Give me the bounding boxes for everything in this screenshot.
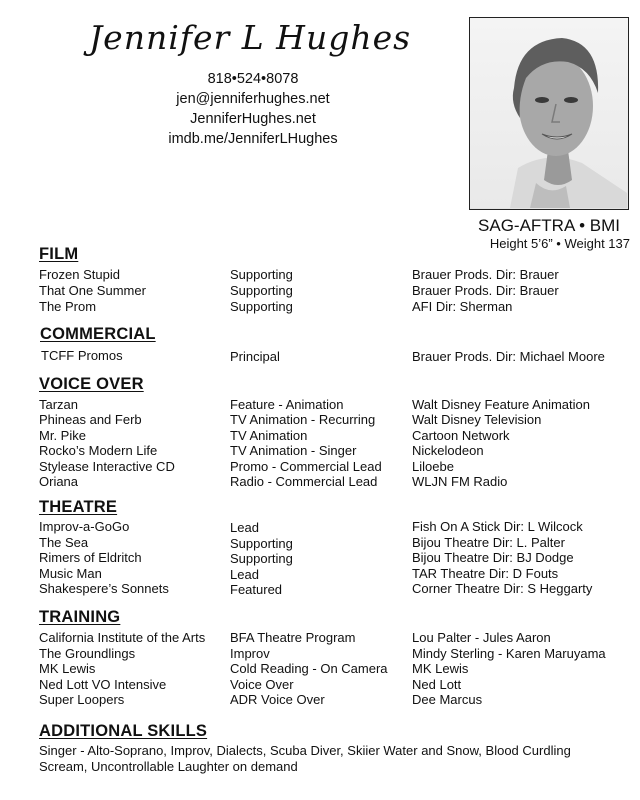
voice-over-role: Feature - Animation: [230, 397, 344, 412]
training-school: MK Lewis: [39, 661, 96, 676]
voice-over-role: Radio - Commercial Lead: [230, 474, 378, 489]
headshot-illustration: [470, 18, 627, 208]
theatre-title: Music Man: [39, 566, 102, 581]
training-instructor: MK Lewis: [412, 661, 469, 676]
voice-over-role: TV Animation - Singer: [230, 443, 357, 458]
training-school: The Groundlings: [39, 646, 136, 661]
theatre-venue: Bijou Theatre Dir: L. Palter: [412, 535, 565, 550]
theatre-heading: THEATRE: [39, 498, 118, 516]
training-instructor: Mindy Sterling - Karen Maruyama: [412, 646, 606, 661]
training-school: California Institute of the Arts: [39, 630, 206, 645]
commercial-heading: COMMERCIAL: [40, 325, 156, 343]
theatre-role: Supporting: [230, 536, 293, 551]
theatre-role: Featured: [230, 582, 283, 597]
height-weight: Height 5’6” • Weight 137: [489, 236, 630, 251]
voice-over-role: TV Animation: [230, 428, 308, 443]
theatre-title: The Sea: [39, 535, 89, 550]
theatre-venue: Fish On A Stick Dir: L Wilcock: [412, 519, 583, 534]
union-affiliations: SAG-AFTRA • BMI: [478, 216, 620, 235]
contact-block: [140, 69, 366, 149]
voice-over-title: Tarzan: [39, 397, 79, 412]
commercial-role: Principal: [230, 349, 280, 364]
theatre-venue: Bijou Theatre Dir: BJ Dodge: [412, 550, 574, 565]
training-instructor: Dee Marcus: [412, 692, 483, 707]
film-role: Supporting: [230, 267, 293, 282]
voice-over-title: Stylease Interactive CD: [39, 459, 175, 474]
additional-skills-heading: ADDITIONAL SKILLS: [39, 722, 208, 740]
voice-over-title: Mr. Pike: [39, 428, 86, 443]
voice-over-studio: WLJN FM Radio: [412, 474, 508, 489]
headshot-photo: [469, 17, 629, 210]
voice-over-heading: VOICE OVER: [39, 375, 144, 393]
commercial-production: Brauer Prods. Dir: Michael Moore: [412, 349, 605, 364]
training-heading: TRAINING: [39, 608, 121, 626]
voice-over-title: Oriana: [39, 474, 79, 489]
film-title: That One Summer: [39, 283, 146, 298]
theatre-role: Lead: [230, 520, 259, 535]
commercial-title: TCFF Promos: [41, 348, 123, 363]
film-title: The Prom: [39, 299, 97, 314]
film-production: Brauer Prods. Dir: Brauer: [412, 283, 559, 298]
theatre-role: Supporting: [230, 551, 293, 566]
film-role: Supporting: [230, 299, 293, 314]
film-production: AFI Dir: Sherman: [412, 299, 513, 314]
voice-over-studio: Walt Disney Feature Animation: [412, 397, 590, 412]
website-link[interactable]: JenniferHughes.net: [190, 111, 316, 127]
training-instructor: Ned Lott: [412, 677, 462, 692]
training-program: Cold Reading - On Camera: [230, 661, 388, 676]
training-instructor: Lou Palter - Jules Aaron: [412, 630, 551, 645]
voice-over-title: Rocko’s Modern Life: [39, 443, 158, 458]
voice-over-title: Phineas and Ferb: [39, 412, 142, 427]
actor-name: Jennifer L Hughes: [88, 18, 412, 57]
phone-number: 818•524•8078: [207, 71, 299, 87]
imdb-link[interactable]: imdb.me/JenniferLHughes: [168, 131, 338, 147]
additional-skills-text: Singer - Alto-Soprano, Improv, Dialects, Scuba Diver, Skiier Water and Snow, Blood Curdling Scream, Uncontrollable Laughter on demand: [39, 743, 571, 774]
voice-over-role: TV Animation - Recurring: [230, 412, 376, 427]
voice-over-studio: Liloebe: [412, 459, 454, 474]
training-school: Super Loopers: [39, 692, 125, 707]
film-production: Brauer Prods. Dir: Brauer: [412, 267, 559, 282]
theatre-title: Improv-a-GoGo: [39, 519, 130, 534]
voice-over-studio: Nickelodeon: [412, 443, 484, 458]
training-program: Improv: [230, 646, 270, 661]
training-school: Ned Lott VO Intensive: [39, 677, 167, 692]
theatre-title: Shakespere’s Sonnets: [39, 581, 169, 596]
film-role: Supporting: [230, 283, 293, 298]
training-program: BFA Theatre Program: [230, 630, 356, 645]
training-program: ADR Voice Over: [230, 692, 325, 707]
theatre-title: Rimers of Eldritch: [39, 550, 142, 565]
voice-over-studio: Cartoon Network: [412, 428, 510, 443]
film-title: Frozen Stupid: [39, 267, 120, 282]
training-program: Voice Over: [230, 677, 294, 692]
theatre-role: Lead: [230, 567, 259, 582]
email-address[interactable]: jen@jenniferhughes.net: [176, 91, 330, 107]
theatre-venue: TAR Theatre Dir: D Fouts: [412, 566, 559, 581]
voice-over-studio: Walt Disney Television: [412, 412, 542, 427]
film-heading: FILM: [39, 245, 79, 263]
theatre-venue: Corner Theatre Dir: S Heggarty: [412, 581, 593, 596]
voice-over-role: Promo - Commercial Lead: [230, 459, 382, 474]
